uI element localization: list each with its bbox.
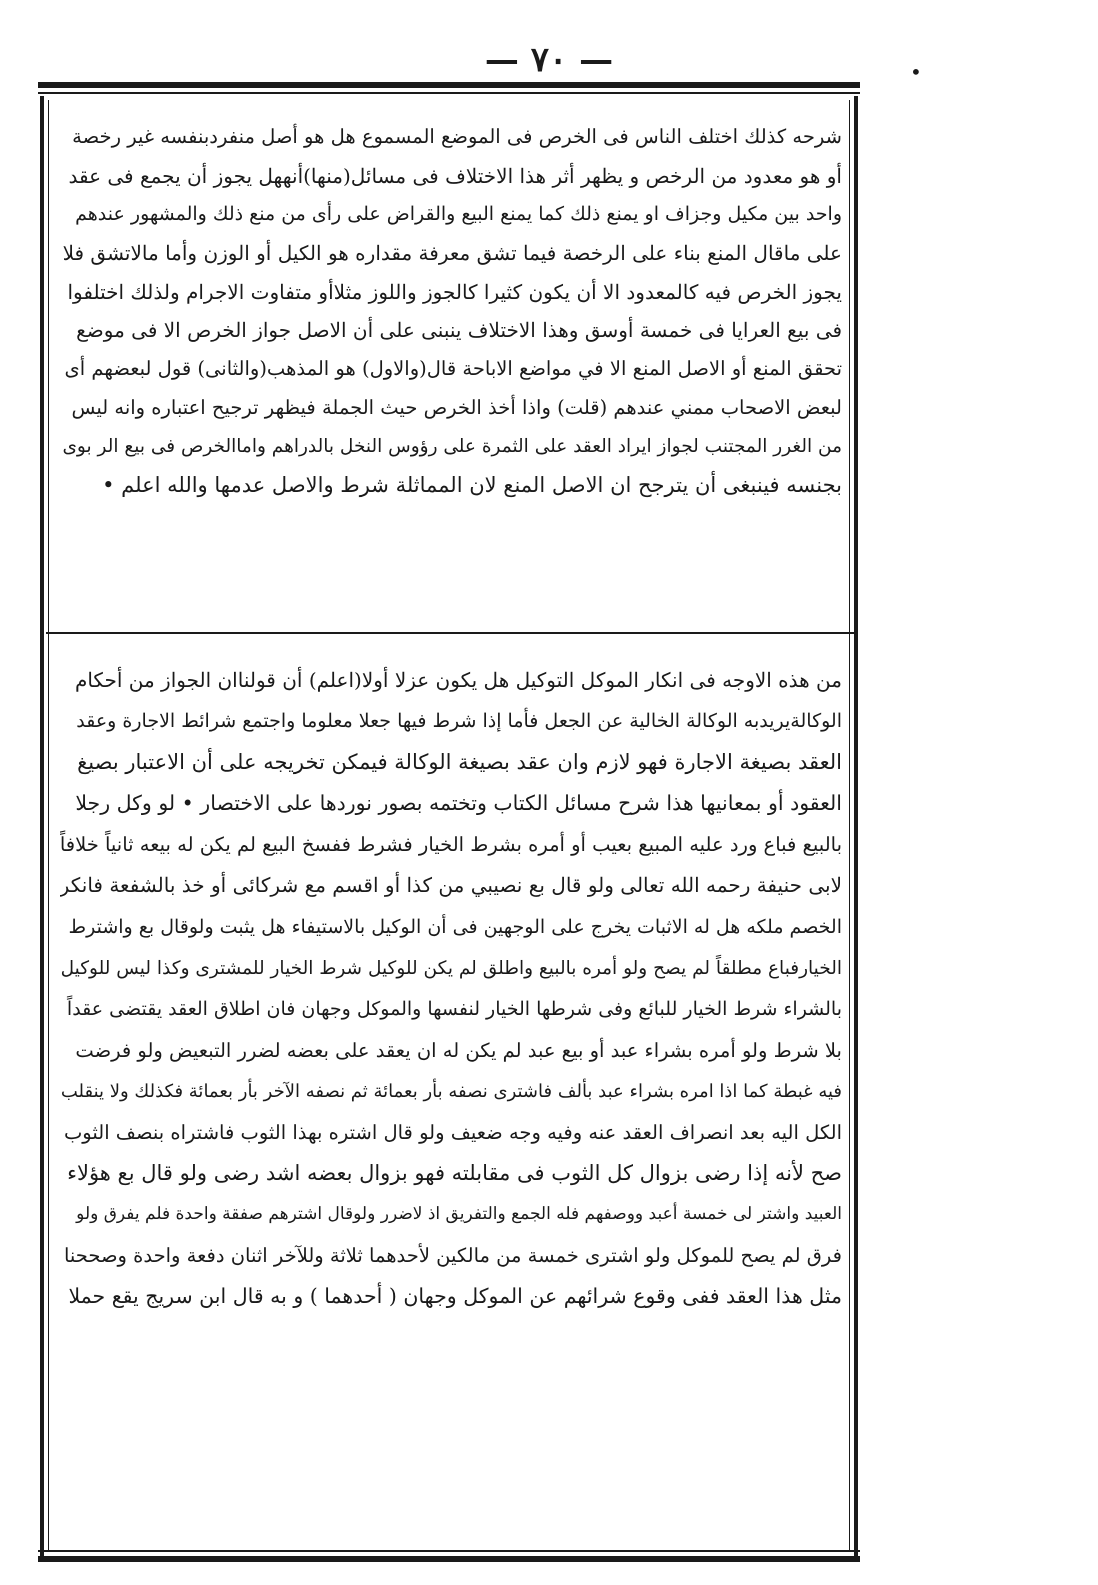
text-line: لابى حنيفة رحمه الله تعالى ولو قال بع نصيبي من كذا أو اقسم مع شركائى أو خذ بالشفعة فانكر	[60, 873, 842, 898]
text-line: صح لأنه إذا رضى بزوال كل الثوب فى مقابلته فهو بزوال بعضه اشد رضى ولو قال بع هؤلاء	[67, 1161, 842, 1186]
top-border-rule-thin	[38, 92, 860, 94]
bottom-border-rule-thin	[38, 1550, 860, 1552]
page-number: — ٧٠ —	[484, 40, 614, 80]
margin-mark: •	[910, 60, 922, 84]
text-line: الخصم ملكه هل له الاثبات يخرج على الوجهين فى أن الوكيل بالاستيفاء هل يثبت ولوقال بع واشترط	[68, 915, 842, 938]
top-border-rule	[38, 82, 860, 88]
text-line: بلا شرط ولو أمره بشراء عبد أو بيع عبد لم يكن له ان يعقد على بعضه لضرر التبعيض ولو فرضت	[75, 1038, 842, 1062]
commentary-section	[60, 118, 842, 505]
section-divider	[46, 632, 854, 634]
text-line: واحد بين مكيل وجزاف او يمنع ذلك كما يمنع البيع والقراض على رأى من منع ذلك والمشهور عندهم	[75, 203, 842, 226]
text-line: فيه غبطة كما اذا امره بشراء عبد بألف فاشترى نصفه بأر بعمائة ثم نصفه الآخر بأر بعمائة فكذلك ولا ينقلب	[60, 1080, 842, 1102]
text-line: فى بيع العرايا فى خمسة أوسق وهذا الاختلاف ينبنى على أن الاصل جواز الخرص الا فى موضع	[76, 318, 842, 343]
text-line: لبعض الاصحاب ممني عندهم (قلت) واذا أخذ الخرص حيث الجملة فيظهر ترجيح اعتباره وانه ليس	[71, 395, 842, 419]
text-line: بالشراء شرط الخيار للبائع وفى شرطها الخيار لنفسها والموكل وجهان فان اطلاق العقد يقتضى عقداً	[66, 997, 842, 1020]
text-line: الوكالةيريدبه الوكالة الخالية عن الجعل فأما إذا شرط فيها جعلا معلوما واجتمع شرائط الاجارة وعقد	[76, 710, 842, 733]
text-line: العقود أو بمعانيها هذا شرح مسائل الكتاب وتختمه بصور نوردها على الاختصار • لو وكل رجلا	[75, 791, 842, 816]
text-line: شرحه كذلك اختلف الناس فى الخرص فى الموضع المسموع هل هو أصل منفردبنفسه غير رخصة	[72, 125, 842, 148]
text-line: فرق لم يصح للموكل ولو اشترى خمسة من مالكين لأحدهما ثلاثة وللآخر اثنان دفعة واحدة وصححنا	[63, 1244, 842, 1268]
bottom-border-rule	[38, 1556, 860, 1562]
text-line: على ماقال المنع بناء على الرخصة فيما تشق معرفة مقداره هو الكيل أو الوزن وأما مالاتشق فلا	[62, 241, 842, 266]
text-line: بالبيع فباع ورد عليه المبيع بعيب أو أمره بشرط الخيار فشرط ففسخ البيع لم يكن له بيعه ثانياً خلافاً	[60, 833, 842, 857]
text-line: تحقق المنع أو الاصل المنع الا في مواضع الاباحة قال(والاول) هو المذهب(والثانى) قول لبعضهم أى	[64, 357, 842, 381]
text-line: مثل هذا العقد ففى وقوع شرائهم عن الموكل وجهان ( أحدهما ) و به قال ابن سريج يقع حملا	[68, 1284, 842, 1309]
frame-inner-left-rule	[48, 100, 49, 1552]
frame-inner-right-rule	[849, 100, 850, 1552]
text-line: أو هو معدود من الرخص و يظهر أثر هذا الاختلاف فى مسائل(منها)أنههل يجوز أن يجمع فى عقد	[68, 163, 842, 188]
text-line: من الغرر المجتنب لجواز ايراد العقد على الثمرة على رؤوس النخل بالدراهم واماالخرص فى بيع الر بوى	[62, 435, 842, 457]
text-line: الخيارفباع مطلقاً لم يصح ولو أمره بالبيع واطلق لم يكن للوكيل شرط الخيار للمشترى وكذا ليس للوكيل	[60, 957, 842, 979]
text-line: الكل اليه بعد انصراف العقد عنه وفيه وجه ضعيف ولو قال اشتره بهذا الثوب فاشتراه بنصف الثوب	[63, 1121, 842, 1145]
text-line: العقد بصيغة الاجارة فهو لازم وان عقد بصيغة الوكالة فيمكن تخريجه على أن الاعتبار بصيغ	[77, 750, 842, 775]
text-line: العبيد واشتر لى خمسة أعبد ووصفهم فله الجمع والتفريق اذ لاضرر ولوقال اشترهم صفقة واحدة فلم يفرق ولو	[76, 1204, 842, 1225]
text-line: من هذه الاوجه فى انكار الموكل التوكيل هل يكون عزلا أولا(اعلم) أن قولناان الجواز من أحكام	[74, 668, 842, 692]
text-line: يجوز الخرص فيه كالمعدود الا أن يكون كثيرا كالجوز واللوز مثلاأو متفاوت الاجرام ولذلك اختلفوا	[67, 279, 842, 304]
main-text-section	[60, 660, 842, 1318]
text-line: بجنسه فينبغى أن يترجح ان الاصل المنع لان المماثلة شرط والاصل عدمها والله اعلم •	[102, 473, 842, 498]
